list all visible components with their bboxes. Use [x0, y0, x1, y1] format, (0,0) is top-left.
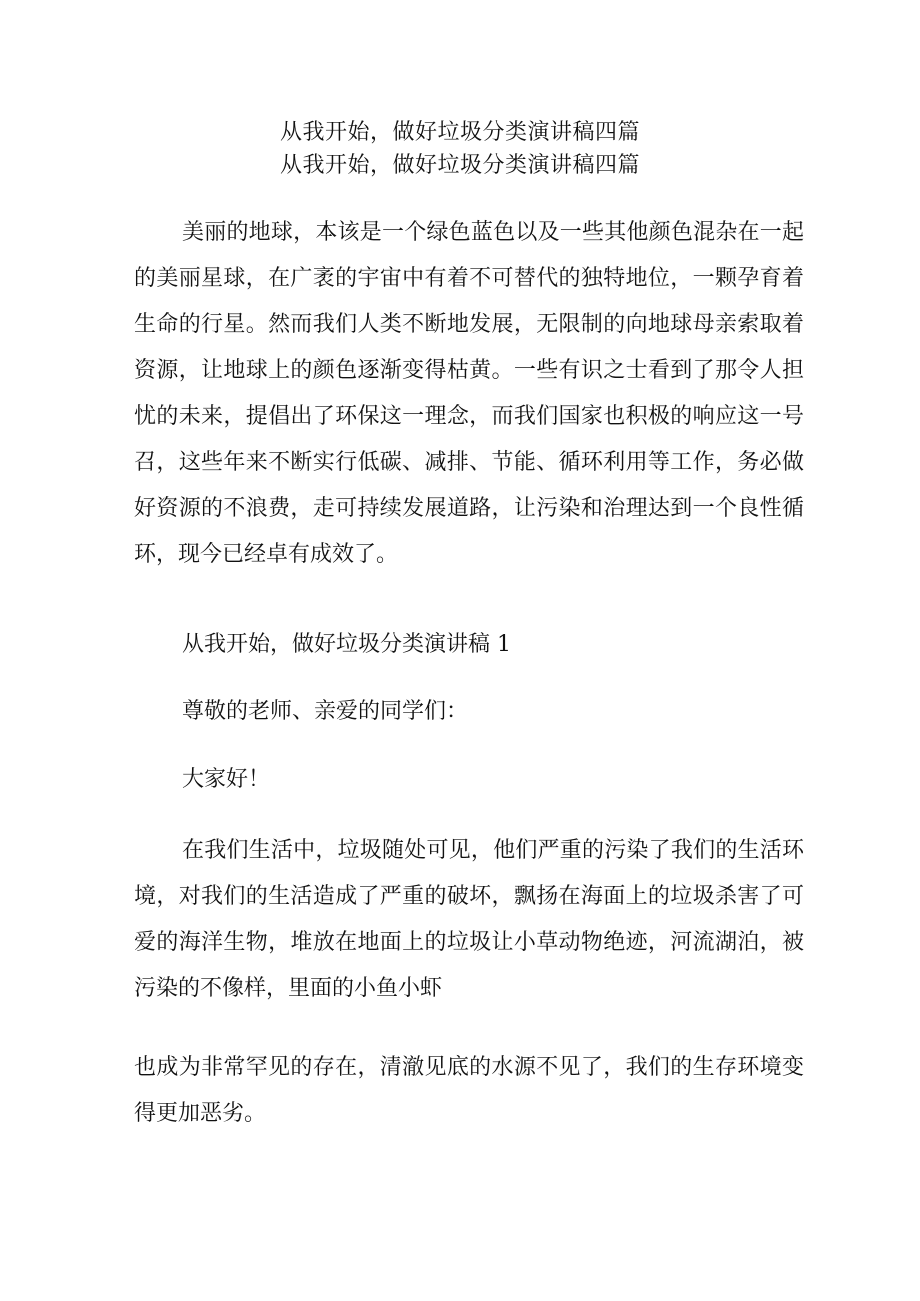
title-line-2: 从我开始，做好垃圾分类演讲稿四篇	[279, 153, 640, 178]
greeting: 大家好！	[182, 767, 271, 792]
salutation: 尊敬的老师、亲爱的同学们：	[182, 699, 469, 724]
body-paragraph: 在我们生活中，垃圾随处可见，他们严重的污染了我们的生活环境，对我们的生活造成了严重的破坏，飘扬在海面上的垃圾杀害了可爱的海洋生物，堆放在地面上的垃圾让小草动物绝迹，河流湖泊，被污染的不像样，里面的小鱼小虾	[134, 838, 804, 1001]
continuation-paragraph: 也成为非常罕见的存在，清澈见底的水源不见了，我们的生存环境变得更加恶劣。	[134, 1055, 804, 1126]
document-title	[0, 116, 920, 182]
intro-paragraph: 美丽的地球，本该是一个绿色蓝色以及一些其他颜色混杂在一起的美丽星球，在广袤的宇宙中有着不可替代的独特地位，一颗孕育着生命的行星。然而我们人类不断地发展，无限制的向地球母亲索取着资源，让地球上的颜色逐渐变得枯黄。一些有识之士看到了那令人担忧的未来，提倡出了环保这一理念，而我们国家也积极的响应这一号召，这些年来不断实行低碳、减排、节能、循环利用等工作，务必做好资源的不浪费，走可持续发展道路，让污染和治理达到一个良性循环，现今已经卓有成效了。	[134, 220, 804, 567]
section-heading: 从我开始，做好垃圾分类演讲稿 1	[182, 632, 511, 657]
title-line-1: 从我开始，做好垃圾分类演讲稿四篇	[279, 120, 640, 145]
